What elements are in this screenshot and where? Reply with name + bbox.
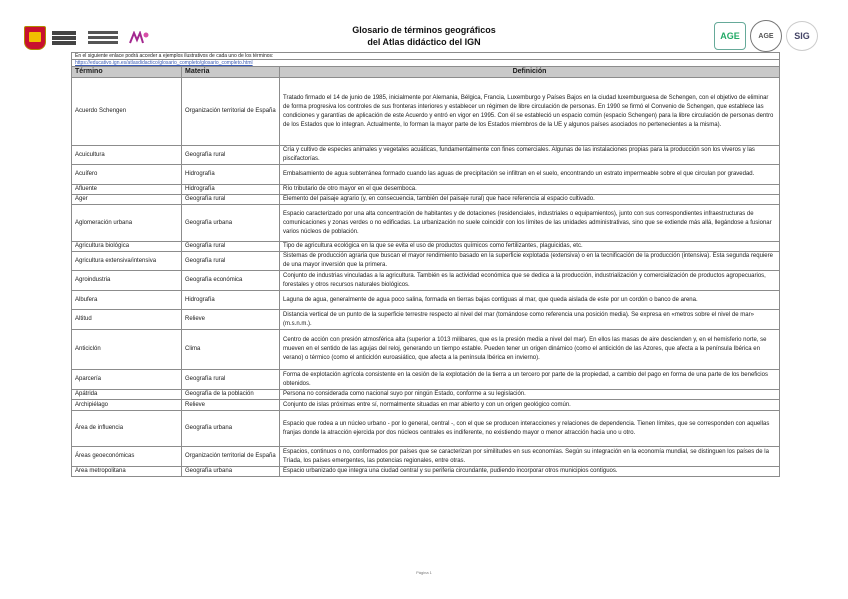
table-row	[72, 195, 780, 205]
cell-subject: Geografía rural	[182, 252, 280, 271]
cell-subject: Geografía rural	[182, 370, 280, 390]
cell-definition: Espacio que rodea a un núcleo urbano - por lo general, central -, con el que se producen interacciones y relaciones de dependencia. Tienen límites, que se corresponden con aquellas franjas donde la atracción ejercida por dos núcleos centrales es indiferente, no existiendo mayor o menor atracción hacia uno u otro.	[280, 411, 780, 447]
age-seal-icon: AGE	[750, 20, 782, 52]
cell-subject: Geografía rural	[182, 195, 280, 205]
cell-definition: Espacio caracterizado por una alta concentración de habitantes y de dotaciones (residenciales, industriales o equipamientos), junto con sus correspondientes infraestructuras de comunicaciones y zonas verdes o no edificadas. La urbanización no suele coincidir con los límites de las unidades administrativas, sino que se extiende más allá, llegándose a fusionar varios núcleos de población.	[280, 205, 780, 242]
cell-subject: Clima	[182, 330, 280, 370]
cell-definition: Espacios, continuos o no, conformados por países que se caracterizan por similitudes en sus economías. Según su integración en la economía mundial, se distinguen los países de la Tríada, los países emergentes, las potencias regionales, entre otras.	[280, 447, 780, 467]
table-row	[72, 185, 780, 195]
page-number: Página 1	[416, 570, 432, 575]
cell-term: Acuerdo Schengen	[72, 78, 182, 146]
cell-definition: Elemento del paisaje agrario (y, en consecuencia, también del paisaje rural) que hace referencia al espacio cultivado.	[280, 195, 780, 205]
cell-definition: Conjunto de islas próximas entre sí, normalmente situadas en mar abierto y con un origen geológico común.	[280, 400, 780, 411]
table-header-row	[72, 67, 780, 78]
column-header-definition: Definición	[280, 67, 780, 78]
column-header-subject: Materia	[182, 67, 280, 78]
column-header-term: Término	[72, 67, 182, 78]
cell-subject: Geografía de la población	[182, 390, 280, 400]
cell-subject: Organización territorial de España	[182, 447, 280, 467]
cell-definition: Forma de explotación agrícola consistente en la cesión de la explotación de la tierra a un tercero por parte de la propiedad, a cambio del pago en forma de una parte de los beneficios obtenidos.	[280, 370, 780, 390]
cnig-logo-icon	[128, 31, 150, 45]
cell-subject: Hidrografía	[182, 165, 280, 185]
cell-term: Albufera	[72, 291, 182, 310]
note-text: En el siguiente enlace podrá acceder a ejemplos ilustrativos de cada uno de los términos:	[72, 53, 780, 60]
cell-subject: Geografía rural	[182, 242, 280, 252]
page-title	[300, 24, 548, 48]
cell-subject: Geografía rural	[182, 146, 280, 165]
cell-definition: Conjunto de industrias vinculadas a la agricultura. También es la actividad económica que se dedica a la producción, industrialización y comercialización de productos agropecuarios, forestales y otros recursos naturales biológicos.	[280, 271, 780, 291]
table-row	[72, 330, 780, 370]
age-logo-icon: AGE	[714, 22, 746, 50]
cell-term: Área de influencia	[72, 411, 182, 447]
cell-subject: Relieve	[182, 400, 280, 411]
note-row	[72, 53, 780, 60]
cell-subject: Hidrografía	[182, 291, 280, 310]
cell-definition: Río tributario de otro mayor en el que desemboca.	[280, 185, 780, 195]
table-row	[72, 242, 780, 252]
glossary-table	[71, 52, 780, 477]
cell-subject: Geografía urbana	[182, 411, 280, 447]
sig-logo-icon: SIG	[786, 21, 818, 51]
cell-definition: Centro de acción con presión atmosférica alta (superior a 1013 milibares, que es la presión media a nivel del mar). En ellos las masas de aire descienden y, en el hemisferio norte, se mueven en el sentido de las agujas del reloj, generando un tiempo estable. Pueden tener un origen dinámico (como el anticiclón de las Azores, que afecta a la península Ibérica en verano) o térmico (como el anticiclón euroasiático, que afecta a la península Ibérica en invierno).	[280, 330, 780, 370]
cell-definition: Embalsamiento de agua subterránea formado cuando las aguas de precipitación se infiltran en el suelo, encontrando un estrato impermeable sobre el que circulan por gravedad.	[280, 165, 780, 185]
cell-definition: Laguna de agua, generalmente de agua poco salina, formada en tierras bajas contiguas al mar, que queda aislada de este por un cordón o banco de arena.	[280, 291, 780, 310]
table-row	[72, 146, 780, 165]
cell-term: Áreas geoeconómicas	[72, 447, 182, 467]
cell-subject: Geografía urbana	[182, 467, 280, 477]
cell-term: Área metropolitana	[72, 467, 182, 477]
cell-term: Acuicultura	[72, 146, 182, 165]
cell-term: Apátrida	[72, 390, 182, 400]
cell-term: Aglomeración urbana	[72, 205, 182, 242]
table-row	[72, 411, 780, 447]
cell-term: Afluente	[72, 185, 182, 195]
table-row	[72, 252, 780, 271]
cell-subject: Hidrografía	[182, 185, 280, 195]
page-header	[0, 0, 848, 52]
cell-definition: Persona no considerada como nacional suyo por ningún Estado, conforme a su legislación.	[280, 390, 780, 400]
cell-term: Acuífero	[72, 165, 182, 185]
table-row	[72, 467, 780, 477]
cell-definition: Cría y cultivo de especies animales y vegetales acuáticas, fundamentalmente con fines comerciales. Algunas de las instalaciones propias para la producción son los viveros y las piscifactorías.	[280, 146, 780, 165]
table-row	[72, 370, 780, 390]
table-row	[72, 390, 780, 400]
cell-definition: Tratado firmado el 14 de junio de 1985, inicialmente por Alemania, Bélgica, Francia, Luxemburgo y Países Bajos en la ciudad luxemburguesa de Schengen, con el objetivo de eliminar de forma progresiva los controles de sus fronteras interiores y establecer un régimen de libre circulación de personas. En 1990 se firmó el Convenio de Schengen, que establece las condiciones y garantías de aplicación de este Acuerdo y entró en vigor en 1995. Con él se estableció un espacio común (espacio Schengen) para la libre circulación de personas dentro de los Estados que lo integran. Actualmente, lo forman la mayor parte de los Estados miembros de la UE y algunos países asociados no pertenecientes a la misma).	[280, 78, 780, 146]
partner-logos	[714, 20, 818, 52]
table-row	[72, 447, 780, 467]
cell-subject: Geografía económica	[182, 271, 280, 291]
ministry-logo	[52, 31, 76, 46]
table-row	[72, 78, 780, 146]
cell-term: Anticiclón	[72, 330, 182, 370]
table-row	[72, 400, 780, 411]
cell-term: Aparcería	[72, 370, 182, 390]
table-row	[72, 271, 780, 291]
table-row	[72, 291, 780, 310]
cell-definition: Sistemas de producción agraria que buscan el mayor rendimiento basado en la superficie explotada (extensiva) o en la tecnificación de la producción (intensiva). Esta segunda requiere de una mayor inversión que la primera.	[280, 252, 780, 271]
cell-definition: Tipo de agricultura ecológica en la que se evita el uso de productos químicos como fertilizantes, plaguicidas, etc.	[280, 242, 780, 252]
cell-term: Agricultura extensiva/intensiva	[72, 252, 182, 271]
link-row	[72, 60, 780, 67]
cell-term: Ager	[72, 195, 182, 205]
glossary-link[interactable]: https://educativo.ign.es/atlasdidactico/glosario_completo/glosario_completo.html	[72, 60, 780, 67]
cell-subject: Relieve	[182, 310, 280, 330]
title-line-1: Glosario de términos geográficos	[352, 25, 496, 35]
table-row	[72, 165, 780, 185]
government-logos	[24, 26, 150, 50]
cell-term: Altitud	[72, 310, 182, 330]
cell-subject: Organización territorial de España	[182, 78, 280, 146]
table-row	[72, 310, 780, 330]
cell-definition: Espacio urbanizado que integra una ciudad central y su periferia circundante, pudiendo incorporar otros municipios contiguos.	[280, 467, 780, 477]
cell-term: Archipiélago	[72, 400, 182, 411]
cell-subject: Geografía urbana	[182, 205, 280, 242]
title-line-2: del Atlas didáctico del IGN	[367, 37, 481, 47]
coat-of-arms-icon	[24, 26, 46, 50]
ign-logo	[88, 31, 118, 46]
cell-definition: Distancia vertical de un punto de la superficie terrestre respecto al nivel del mar (tomándose como referencia una posición media). Se expresa en «metros sobre el nivel de mar» (m.s.n.m.).	[280, 310, 780, 330]
table-row	[72, 205, 780, 242]
cell-term: Agricultura biológica	[72, 242, 182, 252]
cell-term: Agroindustria	[72, 271, 182, 291]
